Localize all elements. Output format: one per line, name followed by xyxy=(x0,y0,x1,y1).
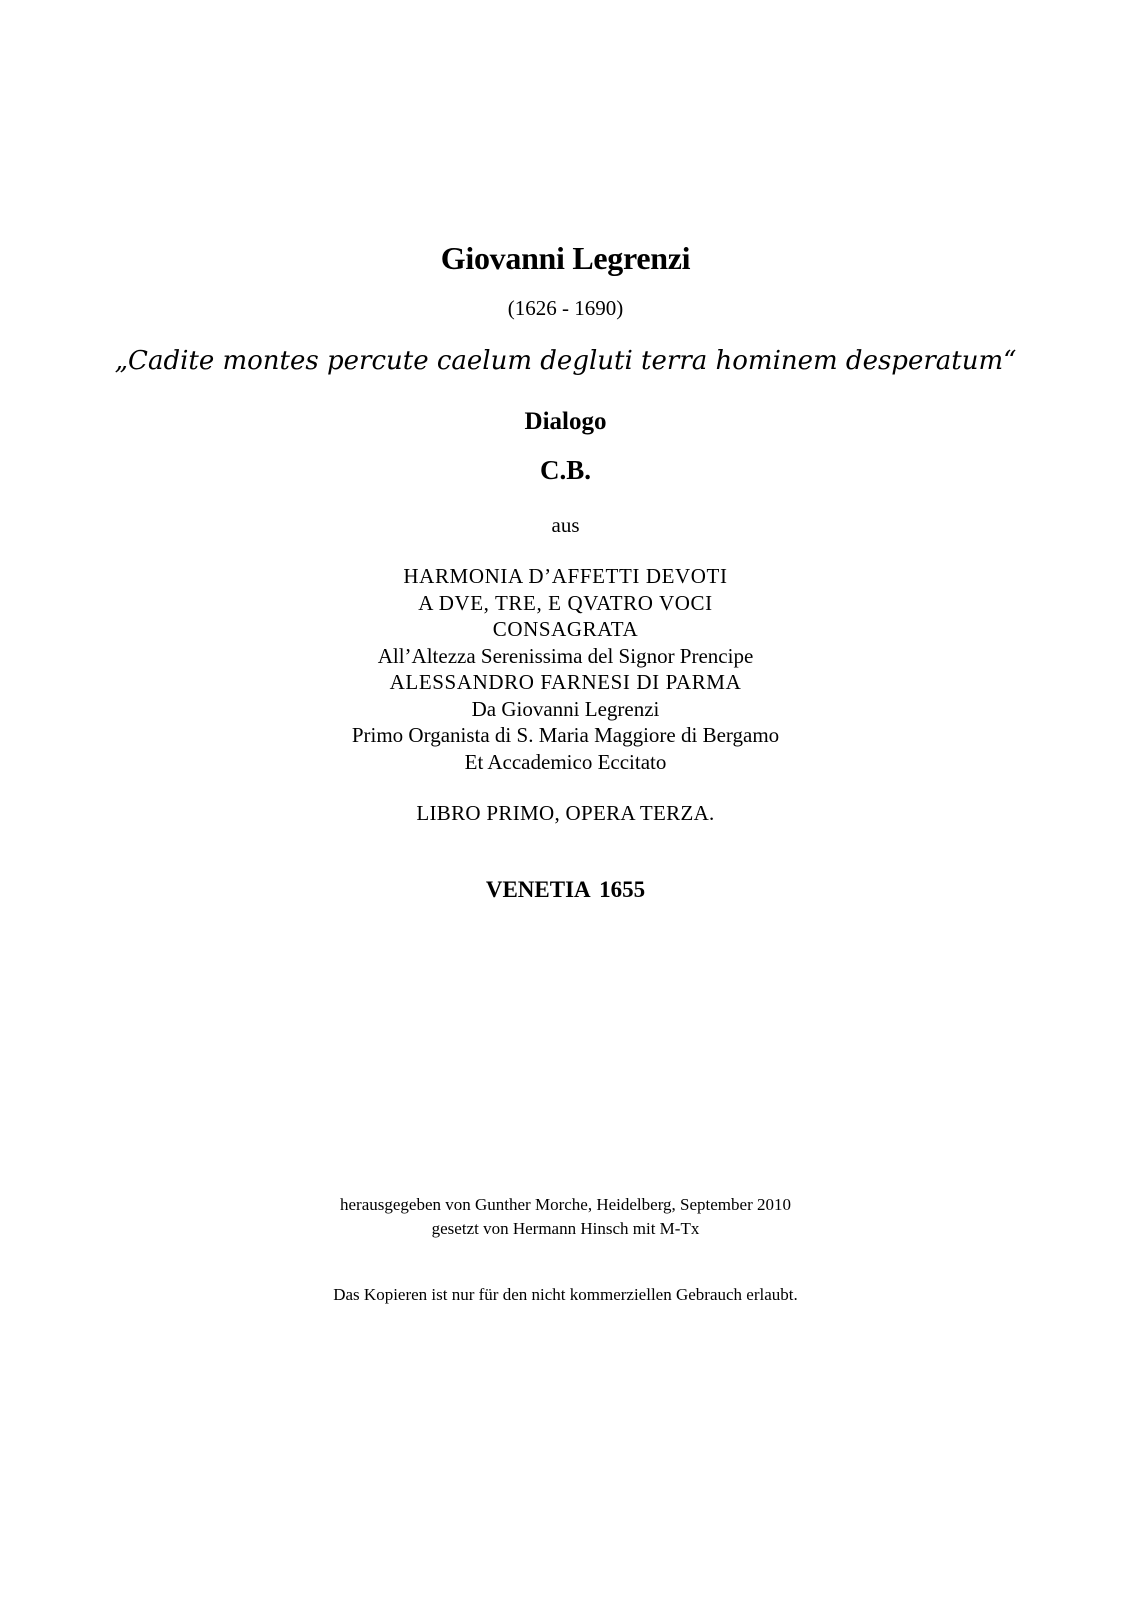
source-title-block xyxy=(0,563,1131,775)
source-line-author: Da Giovanni Legrenzi xyxy=(471,696,660,721)
source-line-collection-title: HARMONIA D’AFFETTI DEVOTI xyxy=(403,564,728,588)
genre-label: Dialogo xyxy=(524,408,607,435)
editor-credit: herausgegeben von Gunther Morche, Heidelberg, September 2010 xyxy=(340,1195,791,1214)
source-line-academy: Et Accademico Eccitato xyxy=(464,749,667,774)
source-line-position: Primo Organista di S. Maria Maggiore di Bergamo xyxy=(351,723,780,747)
book-opus-line: LIBRO PRIMO, OPERA TERZA. xyxy=(416,801,715,825)
scoring-label: C.B. xyxy=(539,455,591,485)
source-line-dedication: All’Altezza Serenissima del Signor Prencipe xyxy=(377,643,754,668)
source-line-voices: A DVE, TRE, E QVATRO VOCI xyxy=(418,590,713,615)
typesetter-credit: gesetzt von Hermann Hinsch mit M-Tx xyxy=(431,1219,700,1238)
copying-notice: Das Kopieren ist nur für den nicht kommerziellen Gebrauch erlaubt. xyxy=(333,1285,798,1304)
edition-credits xyxy=(0,1193,1131,1241)
source-line-dedicatee: ALESSANDRO FARNESI DI PARMA xyxy=(389,670,742,694)
composer-dates: (1626 - 1690) xyxy=(507,296,624,320)
composer-name: Giovanni Legrenzi xyxy=(440,240,691,276)
imprint-line: VENETIA 1655 xyxy=(485,877,646,902)
work-title: „Cadite montes percute caelum degluti terra hominem desperatum“ xyxy=(114,346,1017,376)
from-label: aus xyxy=(551,513,580,537)
source-line-consagrata: CONSAGRATA xyxy=(492,617,639,641)
